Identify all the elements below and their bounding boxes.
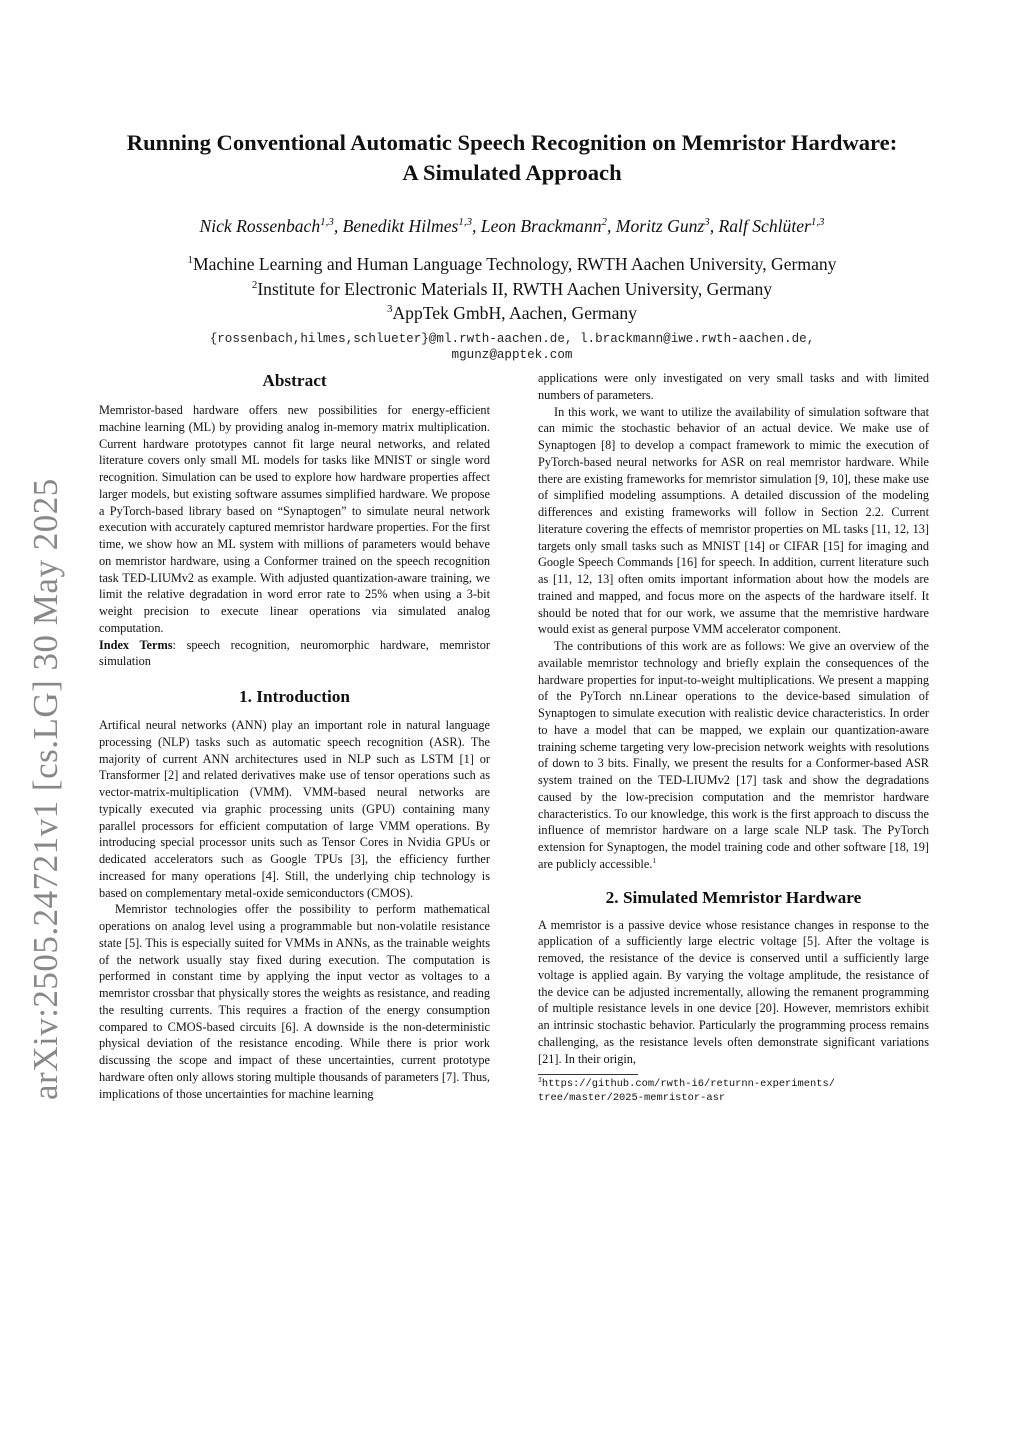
author: Benedikt Hilmes$^{1,3}$, [342, 216, 481, 236]
affiliation: $^3$AppTek GmbH, Aachen, Germany [387, 303, 637, 323]
paper-title [70, 128, 954, 188]
paragraph: Memristor technologies offer the possibility to perform mathematical operations on analog level using a programmable but non-volatile resistance state [5]. This is especially suited for VMMs in ANNs, as the trainable weights of the network usually stay fixed during execution. The computation is performed in constant time by applying the input vector as voltages to a memristor crossbar that physically stores the weights as resistance, and reading the resulting currents. This requires a fraction of the energy consumption compared to CMOS-based circuits [6]. A downside is the non-deterministic physical deviation of the resistance encoding. While there is prior work discussing the scope and impact of these uncertainties, current prototype hardware often only allows storing multiple thousands of parameters [7]. Thus, implications of those uncertainties for machine learning [99, 902, 490, 1101]
paragraph: Artifical neural networks (ANN) play an important role in natural language processing (NLP) tasks such as automatic speech recognition (ASR). The majority of current ANN architectures used in NLP such as LSTM [1] or Transformer [2] and related derivatives make use of tensor operations such as vector-matrix-multiplication (VMM). VMM-based neural networks are typically executed via graphic processing units (GPU) containing many parallel processors for efficient computation of large VMM operations. By introducing special processor units such as Tensor Cores in Nvidia GPUs or dedicated accelerators such as Google TPUs [3], the efficiency further increased for many operations [4]. Still, the underlying chip technology is based on complementary metal-oxide semiconductors (CMOS). [99, 718, 490, 900]
section-heading-simulated-hardware: 2. Simulated Memristor Hardware [605, 887, 862, 907]
index-terms-text: : speech recognition, neuromorphic hardware, memristor simulation [99, 637, 490, 669]
footnote-link[interactable]: https://github.com/rwth-i6/returnn-experiments/ [541, 1078, 835, 1091]
footnote: $^1$https://github.com/rwth-i6/returnn-experiments/ tree/master/2025-memristor-asr [538, 1078, 929, 1105]
affiliation-list [70, 252, 954, 326]
arxiv-identifier-stamp: arXiv:2505.24721v1 [cs.LG] 30 May 2025 [26, 478, 65, 1100]
author: Moritz Gunz$^3$, [615, 216, 719, 236]
affiliation: $^1$Machine Learning and Human Language Technology, RWTH Aachen University, Germany [187, 254, 837, 274]
index-terms-label: Index Terms [99, 637, 173, 652]
left-column [99, 370, 490, 1102]
index-terms [99, 637, 490, 671]
right-column [538, 370, 929, 1105]
author-emails [70, 331, 954, 363]
author: Nick Rossenbach$^{1,3}$, [199, 216, 343, 236]
footnote-link-cont[interactable]: tree/master/2025-memristor-asr [538, 1091, 726, 1104]
title-line-2: A Simulated Approach [402, 160, 622, 185]
paragraph: In this work, we want to utilize the availability of simulation software that can mimic the stochastic behavior of an actual device. We make use of Synaptogen [8] to develop a compact framework to mimic the execution of PyTorch-based neural networks for ASR on real memristor hardware. While there are existing frameworks for memristor simulation [9, 10], these make use of simplified modeling assumptions. A detailed discussion of the modeling differences and existing frameworks will follow in Section 2.2. Current literature covering the effects of memristor properties on ML tasks [11, 12, 13] targets only small tasks such as MNIST [14] or CIFAR [15] for imaging and Google Speech Commands [16] for speech. In addition, current literature such as [11, 12, 13] often omits important information about how the models are trained and mapped, and focus more on the aspects of the hardware itself. It should be noted that for our work, we assume that the memristive hardware would exist as general purpose VMM accelerator component. [538, 404, 929, 637]
author: Leon Brackmann$^2$, [480, 216, 616, 236]
footnote-marker: 1 [652, 855, 657, 865]
footnote-divider [538, 1074, 638, 1075]
paper-header [70, 128, 954, 363]
paragraph-continued: applications were only investigated on very small tasks and with limited numbers of parameters. [538, 371, 929, 402]
section-heading-introduction: 1. Introduction [238, 687, 351, 706]
abstract-heading: Abstract [262, 371, 327, 390]
author: Ralf Schlüter$^{1,3}$ [718, 216, 825, 236]
affiliation: $^2$Institute for Electronic Materials II, RWTH Aachen University, Germany [251, 278, 773, 299]
email-line-2: mgunz@apptek.com [451, 347, 573, 362]
author-list [70, 214, 954, 238]
email-line-1: {rossenbach,hilmes,schlueter}@ml.rwth-aachen.de, l.brackmann@iwe.rwth-aachen.de, [209, 331, 815, 346]
title-line-1: Running Conventional Automatic Speech Recognition on Memristor Hardware: [126, 130, 898, 155]
paragraph: The contributions of this work are as follows: We give an overview of the available memristor technology and briefly explain the consequences of the hardware properties for input-to-weight multiplications. We present a mapping of the PyTorch nn.Linear operations to the device-based simulation of Synaptogen to simulate execution with realistic device characteristics. In order to have a model that can be mapped, we explain our quantization-aware training scheme targeting very low-precision network weights with resolutions of down to 3 bits. Finally, we present the results for a Conformer-based ASR system trained on the TED-LIUMv2 [17] task and show the degradations caused by the low-precision computation and the memristor hardware characteristics. To our knowledge, this work is the first approach to discuss the influence of memristor hardware on a large scale NLP task. The PyTorch extension for Synaptogen, the model training code and other software [18, 19] are publicly accessible.$^1$ [538, 639, 929, 871]
abstract-text: Memristor-based hardware offers new possibilities for energy-efficient machine learning (ML) by providing analog in-memory matrix multiplication. Current hardware prototypes cannot fit large neural networks, and related literature covers only small ML models for tasks like MNIST or single word recognition. Simulation can be used to explore how hardware properties affect larger models, but existing software assumes simplified hardware. We propose a PyTorch-based library based on “Synaptogen” to simulate neural network execution with accurately captured memristor hardware properties. For the first time, we show how an ML system with millions of parameters would behave on memristor hardware, using a Conformer trained on the speech recognition task TED-LIUMv2 as example. With adjusted quantization-aware training, we limit the relative degradation in word error rate to 25% when using a 3-bit weight precision to execute linear operations via simulated analog computation. [99, 403, 490, 635]
paragraph: A memristor is a passive device whose resistance changes in response to the application of a sufficiently large electric voltage [5]. After the voltage is removed, the resistance of the device is conserved until a sufficiently large voltage is applied again. By varying the voltage amplitude, the resistance of the device can be adjusted incrementally, allowing the remanent programming of multiple resistance levels in one device [20]. However, memristors exhibit an intrinsic stochastic behavior. Particularly the programming process remains challenging, as the resistance levels often demonstrate significant variations [21]. In their origin, [538, 917, 929, 1066]
